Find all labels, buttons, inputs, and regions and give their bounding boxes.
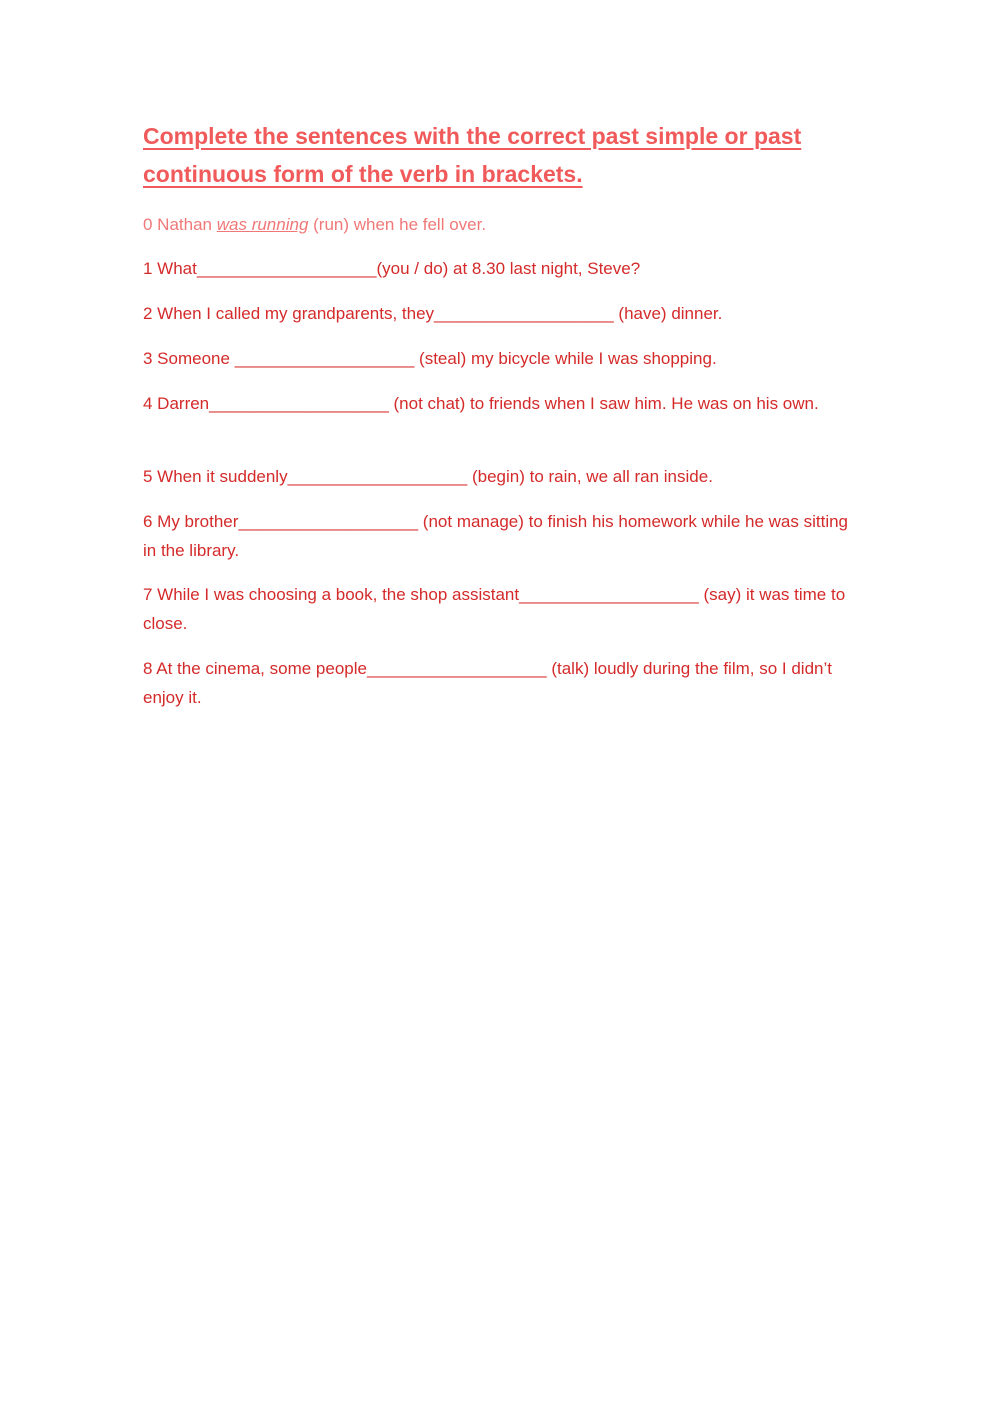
answer-blank[interactable]: ___________________ (209, 394, 389, 413)
item-text-after: (begin) to rain, we all ran inside. (467, 467, 713, 486)
answer-blank[interactable]: ___________________ (238, 512, 419, 531)
answer-blank[interactable]: ___________________ (519, 585, 699, 604)
item-text-after: (steal) my bicycle while I was shopping. (414, 349, 717, 368)
example-sentence (143, 211, 863, 239)
answer-blank[interactable]: ___________________ (434, 304, 614, 323)
exercise-item-4 (143, 390, 853, 419)
example-suffix: (run) when he fell over. (308, 215, 487, 234)
answer-blank[interactable]: ___________________ (196, 259, 377, 278)
item-text-after: (not manage) to finish his homework while he was sitting in the library. (143, 512, 849, 560)
answer-blank[interactable]: ___________________ (287, 467, 468, 486)
example-answer: was running (216, 215, 309, 234)
exercise-item-8 (143, 655, 853, 712)
answer-blank[interactable]: ___________________ (366, 659, 547, 678)
item-text-before: 2 When I called my grandparents, they (143, 304, 435, 323)
item-text-after: (talk) loudly during the film, so I didn’t enjoy it. (143, 659, 832, 707)
item-text-before: 7 While I was choosing a book, the shop assistant (143, 585, 520, 604)
exercise-item-3 (143, 345, 853, 374)
item-text-before: 6 My brother (143, 512, 239, 531)
exercise-item-6 (143, 508, 853, 565)
item-text-before: 1 What (143, 259, 197, 278)
item-text-before: 4 Darren (143, 394, 210, 413)
item-text-after: (say) it was time to close. (143, 585, 846, 633)
item-text-after: (have) dinner. (613, 304, 723, 323)
exercise-item-5 (143, 463, 853, 492)
item-text-after: (not chat) to friends when I saw him. He was on his own. (388, 394, 819, 413)
worksheet-title: Complete the sentences with the correct past simple or past continuous form of the verb in brackets. (143, 123, 802, 187)
item-text-before: 3 Someone (143, 349, 235, 368)
exercise-item-1 (143, 255, 853, 284)
item-text-before: 5 When it suddenly (143, 467, 288, 486)
exercise-item-7 (143, 581, 853, 638)
answer-blank[interactable]: ___________________ (234, 349, 415, 368)
exercise-item-2 (143, 300, 853, 329)
item-text-before: 8 At the cinema, some people (143, 659, 367, 678)
item-text-after: (you / do) at 8.30 last night, Steve? (376, 259, 641, 278)
example-prefix: 0 Nathan (143, 215, 217, 234)
